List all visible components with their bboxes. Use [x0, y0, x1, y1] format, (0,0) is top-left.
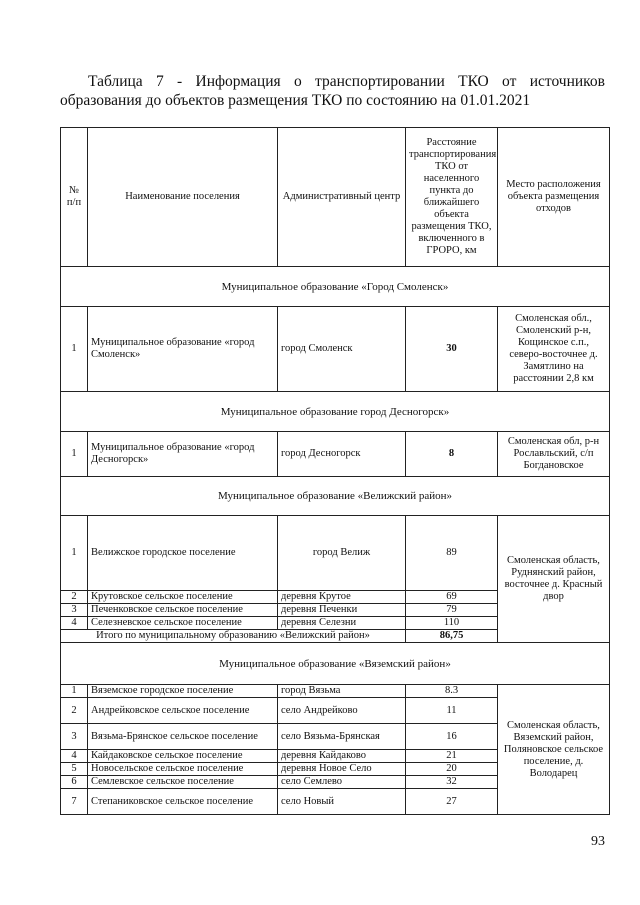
- row-distance: 110: [406, 617, 498, 630]
- section-title-row: [61, 643, 610, 685]
- transport-table: [60, 127, 610, 815]
- section-title: Муниципальное образование «Вяземский район»: [61, 643, 610, 685]
- row-name: Печенковское сельское поселение: [88, 604, 278, 617]
- section-title: Муниципальное образование город Десногорск»: [61, 392, 610, 432]
- table-row: [61, 685, 610, 698]
- row-name: Селезневское сельское поселение: [88, 617, 278, 630]
- total-label: Итого по муниципальному образованию «Велижский район»: [61, 630, 406, 643]
- section-title-row: [61, 267, 610, 307]
- row-name: Семлевское сельское поселение: [88, 776, 278, 789]
- row-center: деревня Печенки: [278, 604, 406, 617]
- header-distance: Расстояние транспортирования ТКО от населенного пункта до ближайшего объекта размещения ТКО, включенного в ГРОРО, км: [406, 128, 498, 267]
- section-title: Муниципальное образование «Велижский район»: [61, 477, 610, 516]
- row-location: Смоленская область, Вяземский район, Поляновское сельское поселение, д. Володарец: [498, 685, 610, 815]
- row-num: 1: [61, 307, 88, 392]
- row-name: Вяземское городское поселение: [88, 685, 278, 698]
- row-name: Велижское городское поселение: [88, 516, 278, 591]
- row-center: село Андрейково: [278, 698, 406, 724]
- row-name: Новосельское сельское поселение: [88, 763, 278, 776]
- row-distance: 20: [406, 763, 498, 776]
- row-num: 7: [61, 789, 88, 815]
- row-center: деревня Новое Село: [278, 763, 406, 776]
- row-center: город Вязьма: [278, 685, 406, 698]
- page-number: 93: [591, 834, 605, 849]
- row-num: 2: [61, 591, 88, 604]
- header-name: Наименование поселения: [88, 128, 278, 267]
- row-distance: 11: [406, 698, 498, 724]
- row-name: Кайдаковское сельское поселение: [88, 750, 278, 763]
- header-center: Административный центр: [278, 128, 406, 267]
- row-distance: 89: [406, 516, 498, 591]
- row-num: 1: [61, 685, 88, 698]
- table-title: Таблица 7 - Информация о транспортировании ТКО от источников образования до объектов размещения ТКО по состоянию на 01.01.2021: [60, 73, 605, 109]
- row-distance: 30: [406, 307, 498, 392]
- row-distance: 8.3: [406, 685, 498, 698]
- row-center: деревня Кайдаково: [278, 750, 406, 763]
- row-num: 1: [61, 432, 88, 477]
- row-distance: 21: [406, 750, 498, 763]
- row-center: город Десногорск: [278, 432, 406, 477]
- row-center: город Велиж: [278, 516, 406, 591]
- section-title-row: [61, 392, 610, 432]
- total-value: 86,75: [406, 630, 498, 643]
- row-num: 2: [61, 698, 88, 724]
- table-row: [61, 516, 610, 591]
- row-name: Степаниковское сельское поселение: [88, 789, 278, 815]
- section-title: Муниципальное образование «Город Смоленск»: [61, 267, 610, 307]
- row-distance: 8: [406, 432, 498, 477]
- table-row: [61, 307, 610, 392]
- row-center: город Смоленск: [278, 307, 406, 392]
- row-num: 3: [61, 724, 88, 750]
- row-num: 4: [61, 750, 88, 763]
- row-center: деревня Селезни: [278, 617, 406, 630]
- row-center: село Семлево: [278, 776, 406, 789]
- row-distance: 69: [406, 591, 498, 604]
- row-center: село Вязьма-Брянская: [278, 724, 406, 750]
- row-name: Крутовское сельское поселение: [88, 591, 278, 604]
- row-center: село Новый: [278, 789, 406, 815]
- header-row: [61, 128, 610, 267]
- row-distance: 16: [406, 724, 498, 750]
- row-num: 3: [61, 604, 88, 617]
- header-location: Место расположения объекта размещения отходов: [498, 128, 610, 267]
- header-num: № п/п: [61, 128, 88, 267]
- row-distance: 32: [406, 776, 498, 789]
- row-num: 6: [61, 776, 88, 789]
- row-name: Муниципальное образование «город Смоленск»: [88, 307, 278, 392]
- row-name: Вязьма-Брянское сельское поселение: [88, 724, 278, 750]
- table-row: [61, 432, 610, 477]
- row-location: Смоленская область, Руднянский район, восточнее д. Красный двор: [498, 516, 610, 643]
- row-distance: 27: [406, 789, 498, 815]
- row-location: Смоленская обл., Смоленский р-н, Кощинское с.п., северо-восточнее д. Замятлино на расстоянии 2,8 км: [498, 307, 610, 392]
- section-title-row: [61, 477, 610, 516]
- row-center: деревня Крутое: [278, 591, 406, 604]
- row-name: Муниципальное образование «город Десногорск»: [88, 432, 278, 477]
- row-name: Андрейковское сельское поселение: [88, 698, 278, 724]
- row-location: Смоленская обл, р-н Рославльский, с/п Богдановское: [498, 432, 610, 477]
- row-num: 5: [61, 763, 88, 776]
- row-num: 1: [61, 516, 88, 591]
- row-num: 4: [61, 617, 88, 630]
- row-distance: 79: [406, 604, 498, 617]
